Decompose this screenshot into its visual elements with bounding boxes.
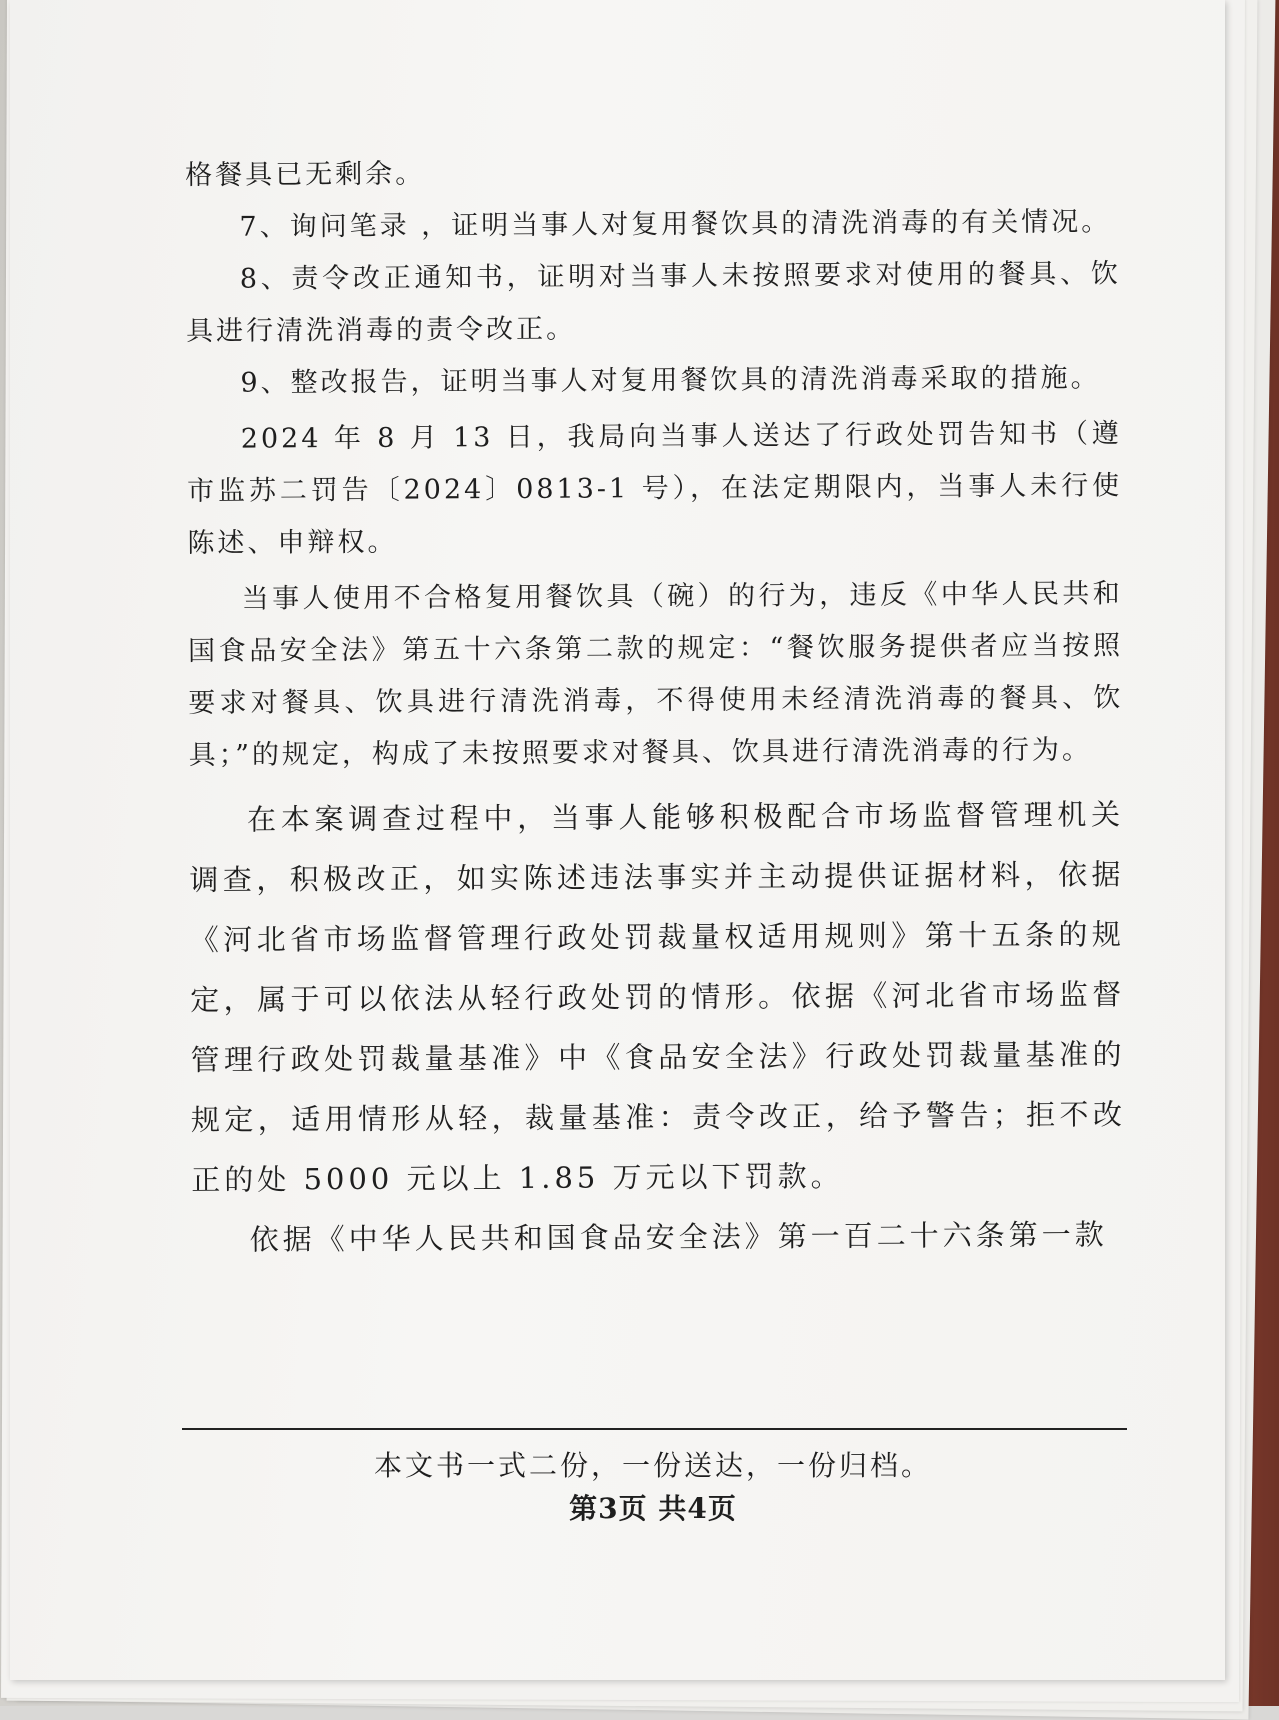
evidence-item-9: 9、整改报告，证明当事人对复用餐饮具的清洗消毒采取的措施。 — [240, 362, 1101, 399]
notice-paragraph: 2024 年 8 月 13 日，我局向当事人送达了行政处罚告知书（遵市监苏二罚告〔2024〕0813-1 号），在法定期限内，当事人未行使陈述、申辩权。 — [186, 418, 1123, 559]
legal-basis-paragraph: 依据《中华人民共和国食品安全法》第一百二十六条第一款 — [249, 1217, 1108, 1257]
paragraph-continuation: 格餐具已无剩余。 — [185, 158, 426, 191]
violation-paragraph: 当事人使用不合格复用餐饮具（碗）的行为，违反《中华人民共和国食品安全法》第五十六条第二款的规定：“餐饮服务提供者应当按照要求对餐具、饮具进行清洗消毒，不得使用未经清洗消毒的餐具、饮具；”的规定，构成了未按照要求对餐具、饮具进行清洗消毒的行为。 — [187, 578, 1124, 771]
page-footer — [178, 1428, 1128, 1532]
document-page — [10, 0, 1225, 1680]
page-number: 第3页 共4页 — [569, 1492, 737, 1525]
footer-divider — [182, 1428, 1127, 1430]
document-body — [185, 144, 1127, 1270]
copies-note: 本文书一式二份，一份送达，一份归档。 — [373, 1449, 932, 1482]
evidence-item-7: 7、询问笔录 ，证明当事人对复用餐饮具的清洗消毒的有关情况。 — [239, 206, 1112, 243]
mitigation-paragraph: 在本案调查过程中，当事人能够积极配合市场监督管理机关调查，积极改正，如实陈述违法事实并主动提供证据材料，依据《河北省市场监督管理行政处罚裁量权适用规则》第十五条的规定，属于可以依法从轻行政处罚的情形。依据《河北省市场监督管理行政处罚裁量基准》中《食品安全法》行政处罚裁量基准的规定，适用情形从轻，裁量基准：责令改正，给予警告；拒不改正的处 5000 元以上 1.85 万元以下罚款。 — [189, 797, 1127, 1197]
evidence-item-8: 8、责令改正通知书，证明对当事人未按照要求对使用的餐具、饮具进行清洗消毒的责令改正。 — [186, 258, 1121, 347]
